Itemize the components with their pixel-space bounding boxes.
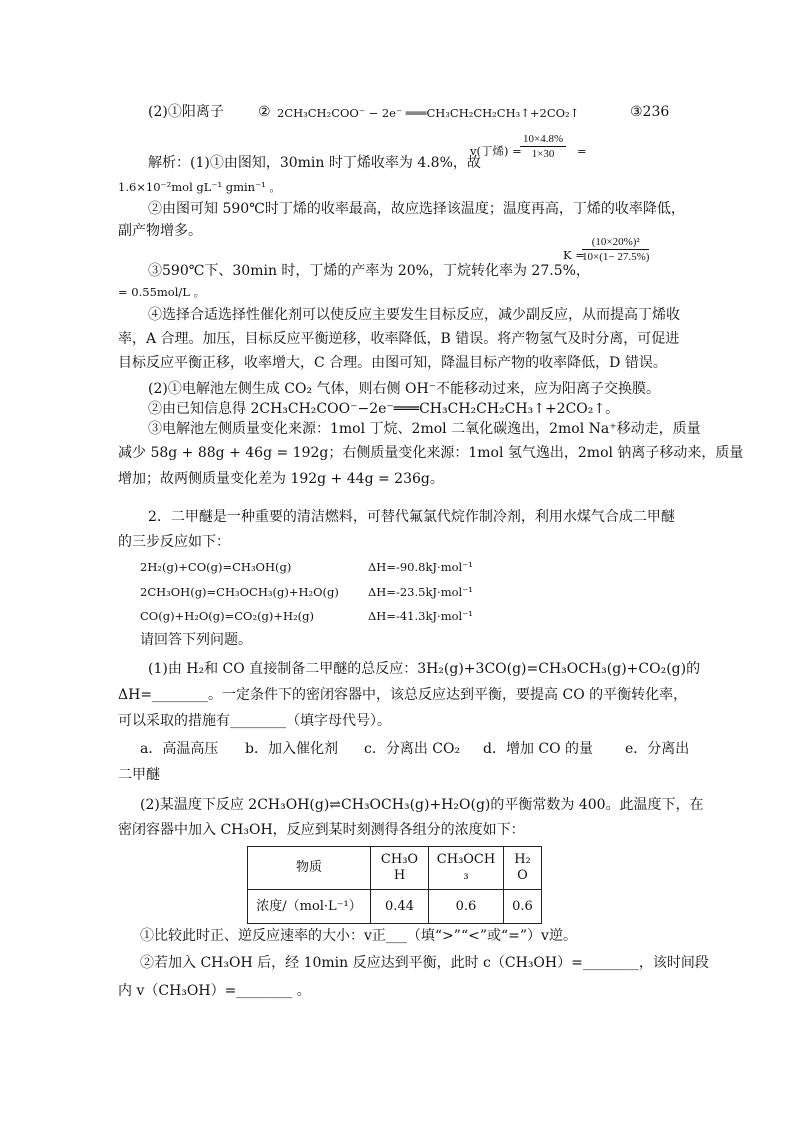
table-row [248, 890, 542, 924]
answer-part3: ③236 [630, 104, 670, 120]
option-a: a．高温高压 [140, 741, 219, 757]
option-b: b．加入催化剂 [245, 741, 338, 757]
q2-ask: 请回答下列问题。 [140, 632, 252, 648]
analysis-line-4: 副产物增多。 [118, 223, 202, 239]
k-denominator: 10×(1− 27.5%) [582, 251, 650, 263]
rate-fraction [520, 133, 566, 160]
q2-sub-2-line-1: ②若加入 CH₃OH 后，经 10min 反应达到平衡，此时 c（CH₃OH）=________，该时间段 [140, 955, 709, 971]
analysis-line-7: ④选择合适选择性催化剂可以使反应主要发生目标反应，减少副反应，从而提高丁烯收 [148, 307, 680, 323]
rate-denominator: 1×30 [531, 148, 555, 160]
k-fraction [582, 236, 649, 263]
rate-numerator: 10×4.8% [520, 133, 566, 147]
analysis-line-1: 解析：(1)①由图知，30min 时丁烯收率为 4.8%，故 [148, 155, 481, 171]
q2-intro-1: 2．二甲醚是一种重要的清洁燃料，可替代氟氯代烷作制冷剂，利用水煤气合成二甲醚 [148, 509, 675, 525]
analysis-line-10: (2)①电解池左侧生成 CO₂ 气体，则右侧 OH⁻不能移动过来，应为阳离子交换膜。 [148, 381, 661, 397]
table-header-cell: CH₃O H [371, 847, 429, 890]
reaction-1-equation: 2H₂(g)+CO(g)=CH₃OH(g) [140, 560, 292, 574]
concentration-table [247, 846, 542, 924]
answer-part2-label: (2)①阳离子 [148, 104, 224, 120]
analysis-line-13: 减少 58g + 88g + 46g = 192g；右侧质量变化来源：1mol 氢气逸出，2mol 钠离子移动来，质量 [118, 445, 744, 461]
q2-part1-line-2: ΔH=________。一定条件下的密闭容器中，该总反应达到平衡，要提高 CO 的平衡转化率， [118, 687, 688, 703]
table-header-cell: CH₃OCH ₃ [429, 847, 504, 890]
reaction-2-enthalpy: ΔH=-23.5kJ·mol⁻¹ [368, 585, 473, 599]
answer-part2-equation: 2CH₃CH₂COO⁻ − 2e⁻ ═══CH₃CH₂CH₂CH₃↑+2CO₂↑ [277, 106, 580, 120]
table-cell: 0.6 [504, 890, 542, 924]
reaction-2-equation: 2CH₃OH(g)=CH₃OCH₃(g)+H₂O(g) [140, 585, 339, 599]
analysis-line-6: = 0.55mol/L 。 [118, 285, 206, 299]
q2-intro-2: 的三步反应如下： [118, 534, 230, 550]
q2-part2-line-2: 密闭容器中加入 CH₃OH，反应到某时刻测得各组分的浓度如下： [118, 822, 525, 838]
reaction-3-enthalpy: ΔH=-41.3kJ·mol⁻¹ [368, 609, 473, 623]
analysis-line-11: ②由已知信息得 2CH₃CH₂COO⁻−2e⁻═══CH₃CH₂CH₂CH₃↑+2CO₂↑。 [148, 401, 620, 417]
answer-part2-marker: ② [258, 104, 271, 120]
q2-sub-2-line-2: 内 v（CH₃OH）=________ 。 [118, 983, 311, 999]
table-cell: 0.44 [371, 890, 429, 924]
option-c: c．分离出 CO₂ [364, 741, 461, 757]
analysis-line-12: ③电解池左侧质量变化来源：1mol 丁烷、2mol 二氧化碳逸出，2mol Na⁺移动走，质量 [148, 421, 701, 437]
option-e: e．分离出 [625, 741, 690, 757]
analysis-line-2: 1.6×10⁻²mol gL⁻¹ gmin⁻¹ 。 [118, 180, 281, 194]
table-header-cell: 物质 [248, 847, 371, 890]
q2-sub-1: ①比较此时正、逆反应速率的大小：v正___（填“>”“<”或“=”）v逆。 [140, 928, 577, 944]
analysis-line-8: 率，A 合理。加压，目标反应平衡逆移，收率降低，B 错误。将产物氢气及时分离，可促进 [118, 331, 680, 347]
table-cell: 浓度/（mol·L⁻¹） [248, 890, 371, 924]
analysis-line-14: 增加；故两侧质量变化差为 192g + 44g = 236g。 [118, 471, 444, 487]
table-cell: 0.6 [429, 890, 504, 924]
rate-equals: = [577, 144, 587, 158]
reaction-3-equation: CO(g)+H₂O(g)=CO₂(g)+H₂(g) [140, 609, 315, 623]
k-lhs: K = [563, 248, 585, 262]
q2-part1-line-1: (1)由 H₂和 CO 直接制备二甲醚的总反应：3H₂(g)+3CO(g)=CH₃OCH₃(g)+CO₂(g)的 [148, 661, 701, 677]
k-numerator: (10×20%)² [582, 236, 649, 250]
rate-lhs: v(丁烯) = [470, 144, 522, 158]
option-e-wrap: 二甲醚 [118, 767, 160, 783]
option-d: d．增加 CO 的量 [483, 741, 594, 757]
q2-part1-line-3: 可以采取的措施有________（填字母代号）。 [118, 713, 391, 729]
table-header-cell: H₂ O [504, 847, 542, 890]
analysis-line-5: ③590℃下、30min 时，丁烯的产率为 20%，丁烷转化率为 27.5%， [148, 263, 590, 279]
analysis-line-9: 目标反应平衡正移，收率增大，C 合理。由图可知，降温目标产物的收率降低，D 错误。 [118, 355, 667, 371]
q2-part2-line-1: (2)某温度下反应 2CH₃OH(g)⇌CH₃OCH₃(g)+H₂O(g)的平衡常数为 400。此温度下，在 [140, 797, 704, 813]
analysis-line-3: ②由图可知 590℃时丁烯的收率最高，故应选择该温度；温度再高，丁烯的收率降低， [148, 201, 685, 217]
reaction-1-enthalpy: ΔH=-90.8kJ·mol⁻¹ [368, 560, 473, 574]
table-row [248, 847, 542, 890]
